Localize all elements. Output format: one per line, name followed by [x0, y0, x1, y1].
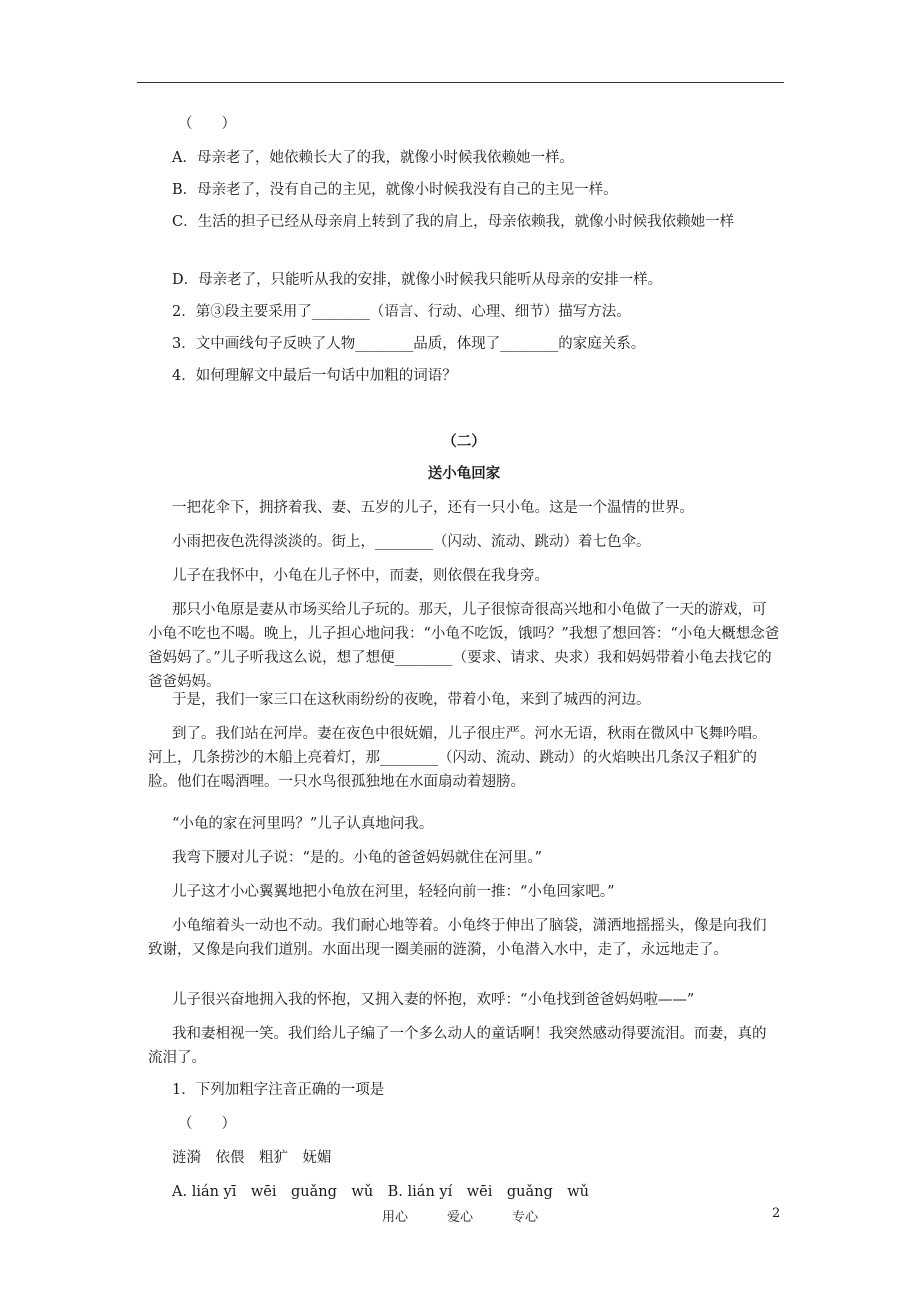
option-a: A．母亲老了，她依赖长大了的我，就像小时候我依赖她一样。 [172, 150, 574, 166]
paragraph-11: 儿子很兴奋地拥入我的怀抱，又拥入妻的怀抱，欢呼：“小龟找到爸爸妈妈啦——” [172, 992, 695, 1008]
paragraph-1: 一把花伞下，拥挤着我、妻、五岁的儿子，还有一只小龟。这是一个温情的世界。 [172, 500, 694, 516]
options-ab: A. lián yī wēi guǎng wǔ B. lián yí wēi guǎng wǔ [172, 1184, 589, 1200]
option-c: C．生活的担子已经从母亲肩上转到了我的肩上，母亲依赖我，就像小时候我依赖她一样 [172, 214, 735, 230]
paragraph-10: 小龟缩着头一动也不动。我们耐心地等着。小龟终于伸出了脑袋，潇洒地摇摇头，像是向我们致谢，又像是向我们道别。水面出现一圈美丽的涟漪，小龟潜入水中，走了，永远地走了。 [148, 918, 767, 958]
paragraph-2: 小雨把夜色洗得淡淡的。街上，________（闪动、流动、跳动）着七色伞。 [172, 534, 651, 550]
header-rule [137, 82, 784, 83]
article-title: 送小龟回家 [427, 466, 501, 482]
question-3: 3．文中画线句子反映了人物________品质，体现了________的家庭关系。 [172, 336, 646, 352]
question-1: 1．下列加粗字注音正确的一项是 [172, 1082, 385, 1098]
paragraph-7: “小龟的家在河里吗？”儿子认真地问我。 [172, 816, 434, 832]
paragraph-5: 于是，我们一家三口在这秋雨纷纷的夜晚，带着小龟，来到了城西的河边。 [172, 692, 651, 708]
answer-paren: （ ） [178, 116, 236, 132]
paragraph-3: 儿子在我怀中，小龟在儿子怀中，而妻，则依偎在我身旁。 [172, 568, 549, 584]
word-list: 涟漪 依偎 粗犷 妩媚 [172, 1150, 332, 1166]
answer-paren-2: （ ） [178, 1116, 236, 1132]
page-number: 2 [772, 1206, 781, 1221]
option-b: B．母亲老了，没有自己的主见，就像小时候我没有自己的主见一样。 [172, 182, 618, 198]
option-d: D．母亲老了，只能听从我的安排，就像小时候我只能听从母亲的安排一样。 [172, 272, 663, 288]
section-heading: （二） [442, 434, 486, 450]
paragraph-6: 到了。我们站在河岸。妻在夜色中很妩媚，儿子很庄严。河水无语，秋雨在微风中飞舞吟唱。河上，几条捞沙的木船上亮着灯，那________（闪动、流动、跳动）的火焰映出几条汉子粗犷的脸。他们在喝酒哩。一只水鸟很孤独地在水面扇动着翅膀。 [148, 726, 767, 790]
question-2: 2．第③段主要采用了________（语言、行动、心理、细节）描写方法。 [172, 304, 631, 320]
footer-motto: 用心 爱心 专心 [381, 1210, 538, 1225]
question-4: 4．如何理解文中最后一句话中加粗的词语？ [172, 368, 457, 384]
paragraph-8: 我弯下腰对儿子说：“是的。小龟的爸爸妈妈就住在河里。” [172, 850, 543, 866]
paragraph-4: 那只小龟原是妻从市场买给儿子玩的。那天，儿子很惊奇很高兴地和小龟做了一天的游戏，可小龟不吃也不喝。晚上，儿子担心地问我：“小龟不吃饭，饿吗？”我想了想回答：“小龟大概想念爸爸妈妈了。”儿子听我这么说，想了想便________（要求、请求、央求）我和妈妈带着小龟去找它的爸爸妈妈。 [148, 602, 780, 690]
paragraph-9: 儿子这才小心翼翼地把小龟放在河里，轻轻向前一推：“小龟回家吧。” [172, 884, 615, 900]
paragraph-12: 我和妻相视一笑。我们给儿子编了一个多么动人的童话啊！我突然感动得要流泪。而妻，真的流泪了。 [148, 1026, 767, 1066]
